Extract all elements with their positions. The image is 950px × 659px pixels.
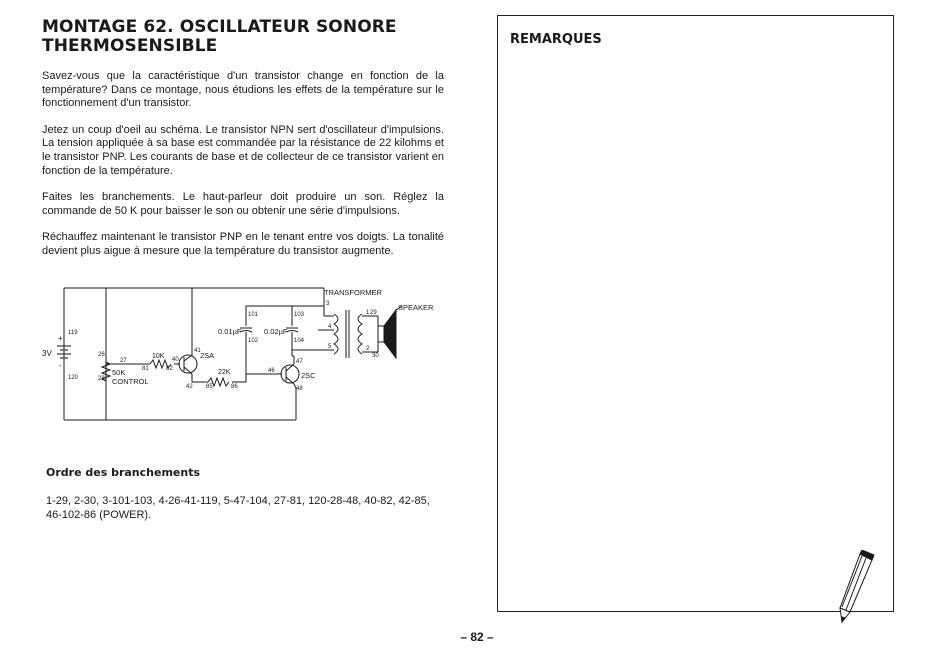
speaker-label: SPEAKER — [398, 303, 434, 312]
terminal-104: 104 — [294, 338, 305, 344]
battery-plus: + — [58, 334, 63, 343]
terminal-27: 27 — [120, 358, 127, 364]
terminal-120: 120 — [68, 375, 79, 381]
control-label: CONTROL — [112, 377, 149, 386]
circuit-schematic — [28, 278, 448, 428]
schema-paragraph: Jetez un coup d'oeil au schéma. Le transistor NPN sert d'oscillateur d'impulsions. La tension appliquée à sa base est commandée par la résistance de 22 kilohms et le transistor PNP. Les courants de base et de collecteur de ce transistor varient en fonction de la température. — [42, 123, 444, 177]
terminal-28: 28 — [98, 376, 105, 382]
intro-paragraph: Savez-vous que la caractéristique d'un transistor change en fonction de la température? Dans ce montage, nous étudions les effets de la température sur le fonctionnement d'un transistor. — [42, 70, 444, 110]
terminal-26: 26 — [98, 352, 105, 358]
terminal-86: 86 — [231, 384, 238, 390]
terminal-119: 119 — [68, 330, 78, 336]
terminal-85: 85 — [206, 384, 213, 390]
order-list: 1-29, 2-30, 3-101-103, 4-26-41-119, 5-47-104, 27-81, 120-28-48, 40-82, 42-85, 46-102-86 (POWER). — [46, 495, 430, 521]
cap2-label: 0.02µF — [264, 327, 288, 336]
terminal-4: 4 — [328, 324, 332, 330]
notes-title: REMARQUES — [510, 32, 602, 47]
order-heading: Ordre des branchements — [46, 466, 200, 479]
cap1-label: 0.01µF — [218, 327, 242, 336]
connections-paragraph: Faites les branchements. Le haut-parleur doit produire un son. Réglez la commande de 50 K pour baisser le son ou obtenir une série d'impulsions. — [42, 191, 444, 217]
terminal-103: 103 — [294, 312, 305, 318]
npn-label: 2SA — [200, 351, 215, 360]
page-number: – 82 – — [460, 630, 494, 644]
terminal-40: 40 — [172, 357, 179, 363]
heat-paragraph: Réchauffez maintenant le transistor PNP en le tenant entre vos doigts. La tonalité devient plus aigue à mesure que la température du transistor augmente. — [42, 231, 444, 257]
terminal-29: 29 — [370, 310, 377, 316]
terminal-5: 5 — [328, 344, 332, 350]
r10k-label: 10K — [152, 353, 165, 360]
terminal-48: 48 — [296, 386, 303, 392]
terminal-47: 47 — [296, 359, 303, 365]
terminal-101: 101 — [248, 312, 259, 318]
pencil-icon — [832, 550, 882, 624]
page-title: MONTAGE 62. OSCILLATEUR SONORE THERMOSENSIBLE — [42, 17, 397, 56]
pot-label: 50K — [112, 368, 126, 377]
left-page — [42, 18, 444, 272]
transformer-label: TRANSFORMER — [324, 288, 382, 297]
terminal-2: 2 — [366, 346, 370, 352]
terminal-41: 41 — [194, 348, 201, 354]
terminal-102: 102 — [248, 338, 259, 344]
battery-minus: - — [59, 361, 62, 370]
terminal-42: 42 — [186, 384, 193, 390]
pnp-label: 2SC — [301, 371, 316, 380]
r22k-label: 22K — [218, 369, 231, 376]
battery-label: 3V — [42, 349, 52, 358]
terminal-46: 46 — [268, 368, 275, 374]
terminal-1: 1 — [366, 310, 370, 316]
terminal-30: 30 — [372, 353, 379, 359]
terminal-3: 3 — [326, 301, 330, 307]
terminal-82: 82 — [166, 366, 173, 372]
notes-box — [497, 15, 894, 612]
terminal-81: 81 — [142, 366, 149, 372]
